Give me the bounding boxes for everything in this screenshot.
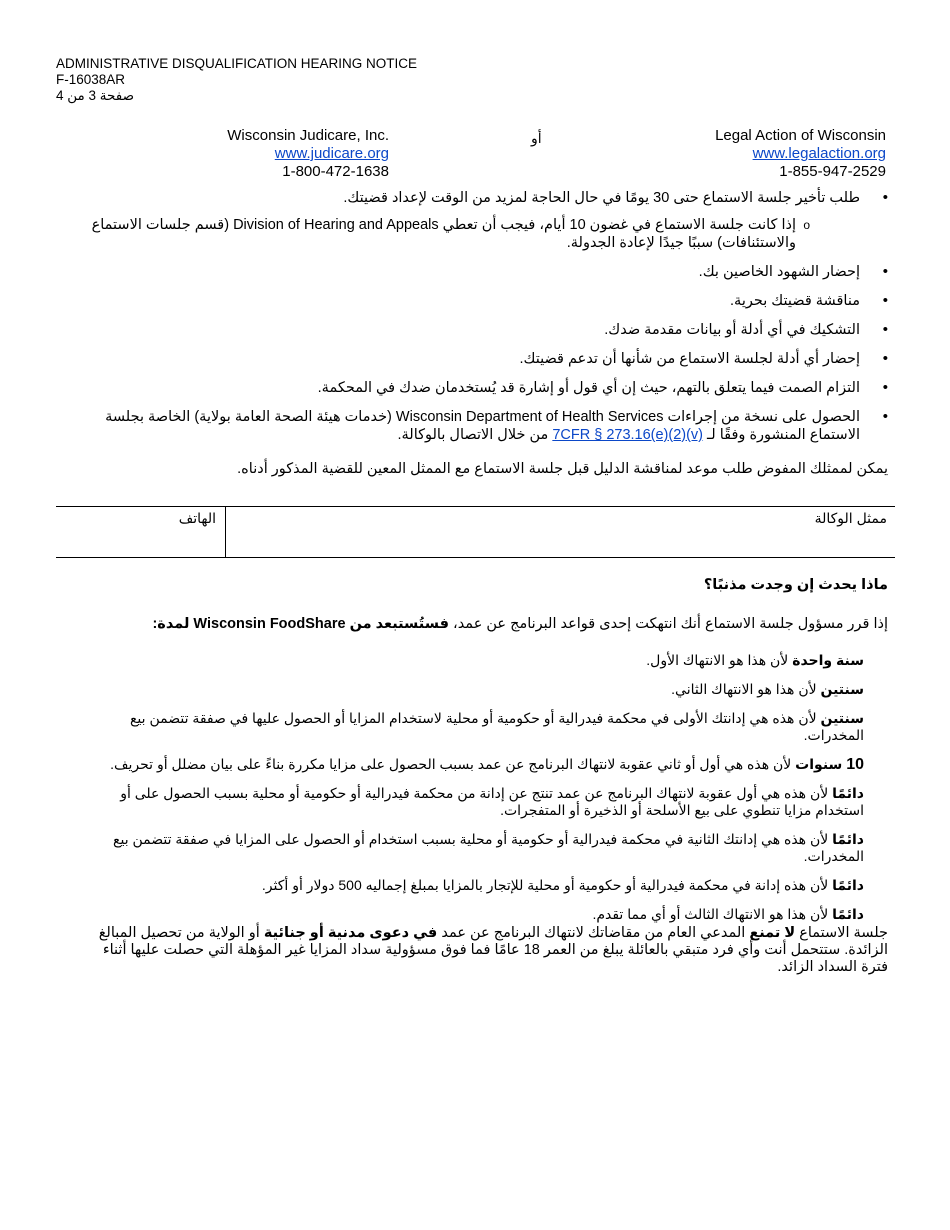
list-item: دائمًا لأن هذه هي أول عقوبة لانتهاك البرنامج عن عمد تنتج عن إدانة من محكمة فيدرالية أو حكومية أو محلية بسبب الحصول على أو استخدام مزايا تنطوي على بيع الأسلحة أو الذخيرة أو المتفجرات. [120,785,864,818]
list-item: دائمًا لأن هذه هي إدانتك الثانية في محكمة فيدرالية أو حكومية أو محلية بسبب استخدام أو الحصول على المزايا في صفقة تتضمن بيع المخدرات. [113,831,864,864]
list-item: • التزام الصمت فيما يتعلق بالتهم، حيث إن أي قول أو إشارة قد يُستخدمان ضدك في المحكمة. [317,379,888,396]
list-item: سنة واحدة لأن هذا هو الانتهاك الأول. [646,652,864,668]
closing-paragraph: جلسة الاستماع لا تمنع المدعي العام من مقاضاتك لانتهاك البرنامج عن عمد في دعوى مدنية أو جنائية أو الولاية من تحصيل المبالغ الزائدة. ستتحمل أنت وأي فرد متبقي بالعائلة يبلغ من العمر 18 عامًا فما فوق مسؤولية سداد المزايا غير المؤهلة التي حصلت عليها أثناء فترة السداد الزائد. [98,925,888,975]
list-item: • إحضار أي أدلة لجلسة الاستماع من شأنها أن تدعم قضيتك. [519,350,888,367]
agency-link[interactable]: www.judicare.org [274,145,389,162]
list-item: سنتين لأن هذه هي إدانتك الأولى في محكمة فيدرالية أو حكومية أو محلية لاستخدام المزايا أو الحصول عليها في صفقة تتضمن بيع المخدرات. [129,710,864,743]
list-item: • التشكيك في أي أدلة أو بيانات مقدمة ضدك. [604,321,888,338]
form-header [56,56,417,104]
list-item: • إحضار الشهود الخاصين بك. [698,263,888,280]
agency-name: Legal Action of Wisconsin [715,127,886,144]
form-number: F-16038AR [56,72,126,87]
representative-note: يمكن لممثلك المفوض طلب موعد لمناقشة الدليل قبل جلسة الاستماع مع الممثل المعين للقضية المذكور أدناه. [237,461,888,477]
agency-link[interactable]: www.legalaction.org [752,145,886,162]
agency-rep-label: ممثل الوكالة [814,510,887,526]
list-item: • الحصول على نسخة من إجراءات Wisconsin Department of Health Services (خدمات هيئة الصحة العامة بولاية) الخاصة بجلسة الاستماع المنشورة وفقًا لـ 7CFR § 273.16(e)(2)(v) من خلال الاتصال بالوكالة. [105,408,888,443]
sub-list-item: o إذا كانت جلسة الاستماع في غضون 10 أيام، فيجب أن تعطي Division of Hearing and Appeals (قسم جلسات الاستماع والاستئنافات) سببًا جيدًا لإعادة الجدولة. [91,217,810,251]
regulation-link[interactable]: 7CFR § 273.16(e)(2)(v) [552,427,704,443]
circle-bullet-icon: o [803,218,810,232]
list-item: دائمًا لأن هذه إدانة في محكمة فيدرالية أو حكومية أو محلية للإتجار بالمزايا بمبلغ إجماليه 500 دولار أو أكثر. [261,877,864,893]
bullet-icon: • [882,189,888,206]
bullet-icon: • [882,408,888,425]
agency-phone: 1-855-947-2529 [779,163,886,180]
agency-phone: 1-800-472-1638 [282,163,389,180]
agency-legal-action [715,127,886,181]
phone-label: الهاتف [178,510,216,526]
bullet-icon: • [882,350,888,367]
list-item: 10 سنوات لأن هذه هي أول أو ثاني عقوبة لانتهاك البرنامج عن عمد بسبب الحصول على مزايا مكررة بناءً على بيان مضلل أو تحريف. [110,756,864,773]
agency-name: Wisconsin Judicare, Inc. [227,127,389,144]
agency-judicare [227,127,389,181]
list-item: دائمًا لأن هذا هو الانتهاك الثالث أو أي مما تقدم. [592,906,864,922]
page-number: صفحة 3 من 4 [56,88,135,103]
penalty-intro: إذا قرر مسؤول جلسة الاستماع أنك انتهكت إحدى قواعد البرنامج عن عمد، فستُستبعد من Wisconsin FoodShare لمدة: [152,616,888,632]
form-title: ADMINISTRATIVE DISQUALIFICATION HEARING NOTICE [56,56,418,71]
list-item: • طلب تأخير جلسة الاستماع حتى 30 يومًا في حال الحاجة لمزيد من الوقت لإعداد قضيتك. o إذا كانت جلسة الاستماع في غضون 10 أيام، فيجب أن تعطي Division of Hearing and Appeals (قسم جلسات الاستماع والاستئنافات) سببًا جيدًا لإعادة الجدولة. [91,189,888,251]
or-label: أو [531,130,542,146]
section-heading: ماذا يحدث إن وجدت مذنبًا؟ [703,577,888,593]
rights-list [90,189,888,455]
list-item: سنتين لأن هذا هو الانتهاك الثاني. [671,681,864,697]
penalty-list [74,652,864,935]
bullet-icon: • [882,321,888,338]
bullet-icon: • [882,379,888,396]
bullet-icon: • [882,263,888,280]
contact-table [56,506,895,558]
legal-agencies [56,127,886,183]
table-divider [225,507,226,557]
list-item: • مناقشة قضيتك بحرية. [730,292,888,309]
bullet-icon: • [882,292,888,309]
